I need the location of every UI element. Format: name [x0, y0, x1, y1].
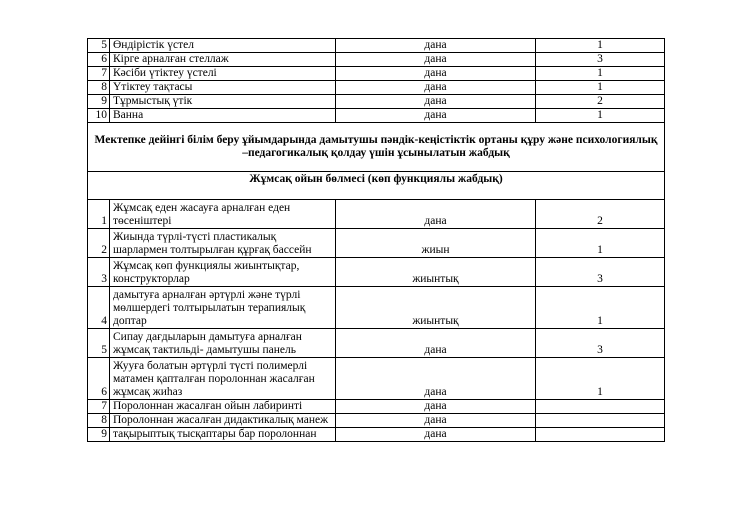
- item-name: Өндірістік үстел: [110, 39, 336, 53]
- row-number: 7: [88, 400, 110, 414]
- item-unit: дана: [336, 200, 536, 229]
- item-name: Жууға болатын әртүрлі түсті полимерлі матамен қапталған поролоннан жасалған жұмсақ жиһаз: [110, 358, 336, 400]
- row-number: 10: [88, 109, 110, 123]
- table-row: [88, 414, 665, 428]
- item-unit: дана: [336, 414, 536, 428]
- item-name: Кірге арналған стеллаж: [110, 53, 336, 67]
- row-number: 5: [88, 39, 110, 53]
- item-name: Поролоннан жасалған ойын лабиринті: [110, 400, 336, 414]
- item-unit: дана: [336, 95, 536, 109]
- table-row: [88, 67, 665, 81]
- item-unit: дана: [336, 400, 536, 414]
- item-quantity: 1: [536, 81, 665, 95]
- item-unit: дана: [336, 53, 536, 67]
- item-name: Жиында түрлі-түсті пластикалық шарлармен толтырылған құрғақ бассейн: [110, 229, 336, 258]
- item-unit: дана: [336, 358, 536, 400]
- row-number: 8: [88, 414, 110, 428]
- item-name: Жұмсақ көп функциялы жиынтықтар, конструкторлар: [110, 258, 336, 287]
- table-row: [88, 109, 665, 123]
- table-row: [88, 428, 665, 442]
- item-quantity: 3: [536, 329, 665, 358]
- row-number: 2: [88, 229, 110, 258]
- item-name: дамытуға арналған әртүрлі және түрлі мөлшердегі толтырылатын терапиялық доптар: [110, 287, 336, 329]
- item-quantity: 2: [536, 200, 665, 229]
- table-row: [88, 400, 665, 414]
- item-unit: дана: [336, 67, 536, 81]
- table-row: [88, 53, 665, 67]
- item-name: Кәсіби үтіктеу үстелі: [110, 67, 336, 81]
- item-name: Сипау дағдыларын дамытуға арналған жұмсақ тактильді- дамытушы панель: [110, 329, 336, 358]
- table-row: [88, 39, 665, 53]
- item-unit: дана: [336, 428, 536, 442]
- row-number: 5: [88, 329, 110, 358]
- table-row: [88, 287, 665, 329]
- table-row: [88, 358, 665, 400]
- row-number: 1: [88, 200, 110, 229]
- equipment-table: [87, 38, 665, 442]
- item-quantity: 3: [536, 258, 665, 287]
- table-row: [88, 258, 665, 287]
- item-name: тақырыптық тысқаптары бар поролоннан: [110, 428, 336, 442]
- item-unit: дана: [336, 39, 536, 53]
- row-number: 7: [88, 67, 110, 81]
- item-unit: жиынтық: [336, 287, 536, 329]
- item-quantity: 1: [536, 67, 665, 81]
- item-name: Поролоннан жасалған дидактикалық манеж: [110, 414, 336, 428]
- item-quantity: [536, 414, 665, 428]
- item-quantity: [536, 400, 665, 414]
- row-number: 9: [88, 95, 110, 109]
- item-unit: дана: [336, 329, 536, 358]
- table-row: [88, 200, 665, 229]
- section-heading: Мектепке дейінгі білім беру ұйымдарында дамытушы пәндік-кеңістіктік ортаны құру және психологиялық –педагогикалық қолдау үшін ұсынылатын жабдық: [88, 123, 665, 172]
- item-quantity: 1: [536, 287, 665, 329]
- item-quantity: [536, 428, 665, 442]
- row-number: 6: [88, 358, 110, 400]
- item-name: Үтіктеу тақтасы: [110, 81, 336, 95]
- table-row: [88, 95, 665, 109]
- table-row: [88, 81, 665, 95]
- item-unit: жиынтық: [336, 258, 536, 287]
- subsection-heading: Жұмсақ ойын бөлмесі (көп функциялы жабдық): [88, 172, 665, 200]
- table-row: [88, 329, 665, 358]
- item-quantity: 1: [536, 358, 665, 400]
- row-number: 8: [88, 81, 110, 95]
- item-name: Жұмсақ еден жасауға арналған еден төсеніштері: [110, 200, 336, 229]
- item-unit: дана: [336, 109, 536, 123]
- item-quantity: 2: [536, 95, 665, 109]
- item-name: Ванна: [110, 109, 336, 123]
- row-number: 6: [88, 53, 110, 67]
- table-row: [88, 229, 665, 258]
- item-quantity: 1: [536, 109, 665, 123]
- item-name: Тұрмыстық үтік: [110, 95, 336, 109]
- item-unit: жиын: [336, 229, 536, 258]
- row-number: 4: [88, 287, 110, 329]
- item-quantity: 3: [536, 53, 665, 67]
- item-quantity: 1: [536, 39, 665, 53]
- row-number: 3: [88, 258, 110, 287]
- item-quantity: 1: [536, 229, 665, 258]
- item-unit: дана: [336, 81, 536, 95]
- row-number: 9: [88, 428, 110, 442]
